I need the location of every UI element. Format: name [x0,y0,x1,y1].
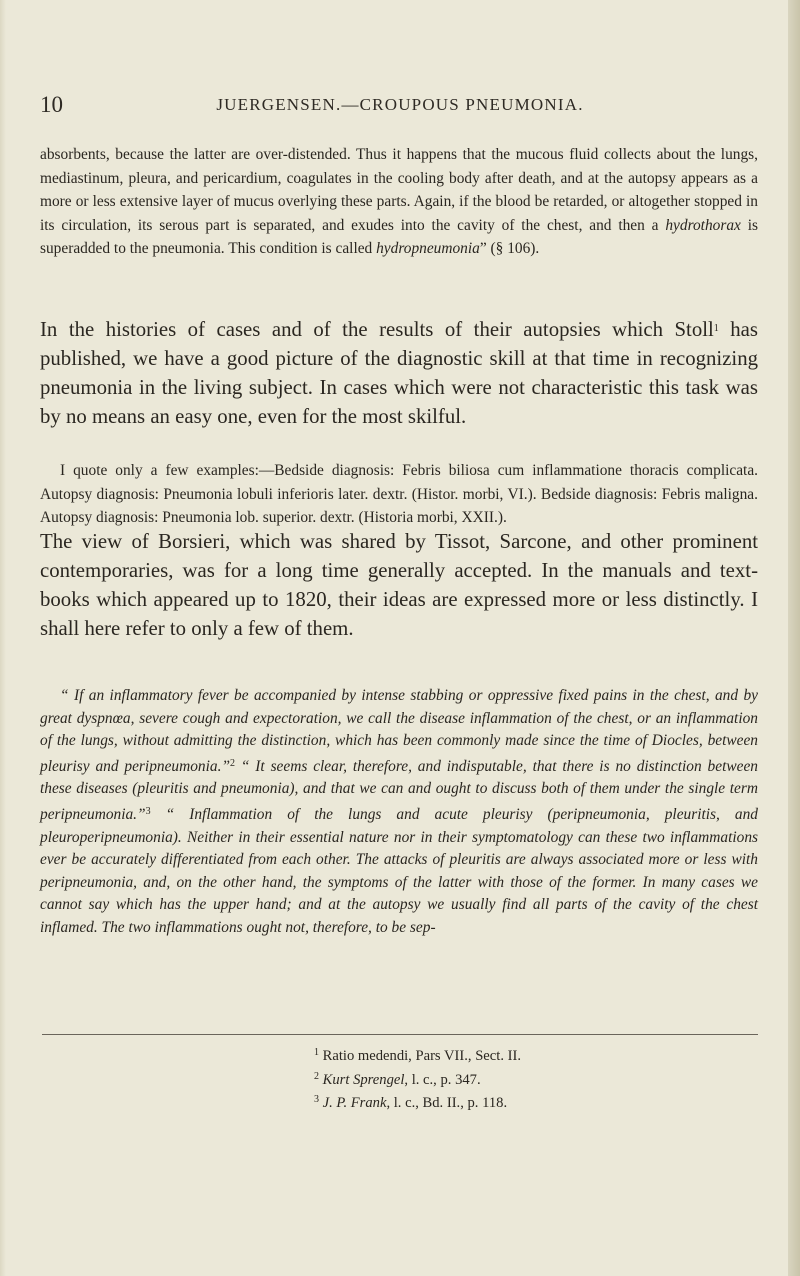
page-header [40,92,760,122]
page-left-edge [0,0,6,1276]
paragraph-examples: I quote only a few examples:—Bedside diagnosis: Febris biliosa cum inflammatione thoracis complicata. Autopsy diagnosis: Pneumonia lobuli inferioris later. dextr. (Histor. morbi, VI.). Bedside diagnosis: Febris maligna. Autopsy diagnosis: Pneumonia lob. superior. dextr. (Historia morbi, XXII.). [40,462,758,527]
footnote-1: $^1$ Ratio medendi, Pars VII., Sect. II. [314,1047,521,1064]
paragraph-borsieri: The view of Borsieri, which was shared by Tissot, Sarcone, and other prominent contemporaries, was for a long time generally accepted. In the manuals and text-books which appeared up to 1820, their ideas are expressed more or less distinctly. I shall here refer to only a few of them. [40,530,758,640]
paragraph-quotation: “ If an inflammatory fever be accompanied by intense stabbing or oppressive fixed pains in the chest, and by great dyspnœa, severe cough and expectoration, we call the disease inflammation of the chest, or an inflammation of the lungs, without admitting the distinction, which has been commonly made since the time of Diocles, between pleurisy and peripneumonia.”$^2$ “ It seems clear, therefore, and indisputable, that there is no distinction between these diseases (pleuritis and pneumonia), and that we can and ought to discuss both of them under the single term peripneumonia.”$^3$ “ Inflammation of the lungs and acute pleurisy (peripneumonia, pleuritis, and pleuroperipneumonia). Neither in their essential nature nor in their symptomatology can these two inflammations ever be accurately differentiated from each other. The attacks of pleuritis are always associated more or less with peripneumonia, and, on the other hand, the symptoms of the latter with those of the former. In many cases we cannot say which has the upper hand; and at the autopsy we usually find all parts of the cavity of the chest inflamed. The two inflammations ought not, therefore, to be sep- [40,687,758,936]
footnote-rule [42,1034,758,1035]
paragraph-stoll: In the histories of cases and of the results of their autopsies which Stoll$^1$ has published, we have a good picture of the diagnostic skill at that time in recognizing pneumonia in the living subject. In cases which were not characteristic this task was by no means an easy one, even for the most skilful. [40,318,759,428]
footnote-2: $^2$ Kurt Sprengel, l. c., p. 347. [314,1070,481,1088]
footnote-3: $^3$ J. P. Frank, l. c., Bd. II., p. 118. [314,1094,508,1111]
page-right-edge [788,0,800,1276]
running-head: JUERGENSEN.—CROUPOUS PNEUMONIA. [216,95,584,114]
page-number: 10 [40,92,63,117]
paragraph-absorbents: absorbents, because the latter are over-distended. Thus it happens that the mucous fluid collects about the lungs, mediastinum, pleura, and pericardium, coagulates in the cooling body after death, and at the autopsy appears as a more or less extensive layer of mucus overlying these parts. Again, if the blood be retarded, or altogether stopped in its circulation, its serous part is separated, and exudes into the cavity of the chest, and then a hydrothorax is superadded to the pneumonia. This condition is called hydropneumonia” (§ 106). [40,146,758,258]
footnotes [314,1043,521,1114]
